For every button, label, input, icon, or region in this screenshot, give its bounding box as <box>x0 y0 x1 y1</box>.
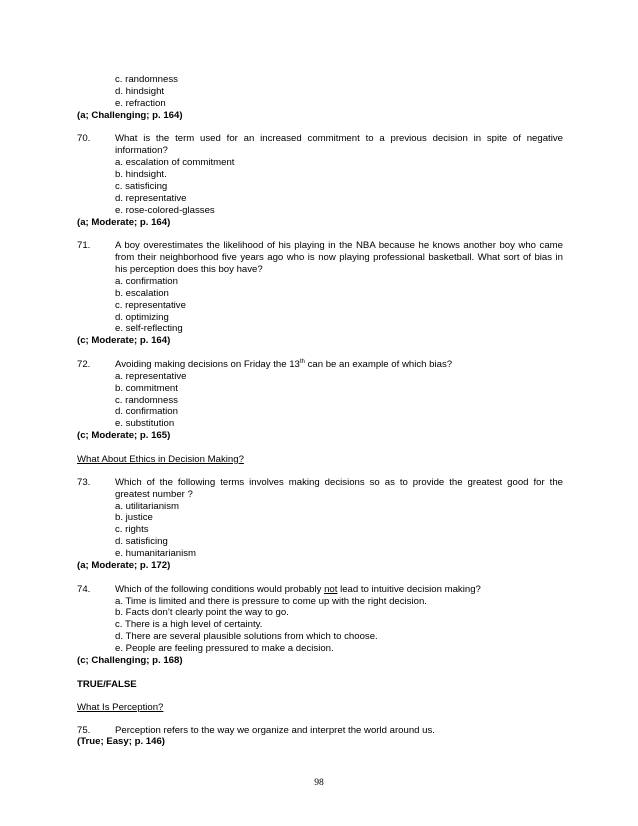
option: e. substitution <box>115 418 175 430</box>
option: c. randomness <box>115 74 178 85</box>
question-number: 72. <box>77 358 91 370</box>
option: c. rights <box>115 524 149 536</box>
option: e. rose-colored-glasses <box>115 204 215 216</box>
question-72 <box>77 359 563 443</box>
answer-key: (c; Challenging; p. 168) <box>77 655 183 667</box>
section-heading: TRUE/FALSE <box>77 678 137 690</box>
answer-key: (c; Moderate; p. 164) <box>77 335 171 347</box>
question-70 <box>77 133 563 229</box>
answer-key: (True; Easy; p. 146) <box>77 736 165 748</box>
option: b. Facts don’t clearly point the way to go. <box>115 607 289 619</box>
option: a. utilitarianism <box>115 500 179 512</box>
option: e. People are feeling pressured to make a decision. <box>115 643 334 655</box>
question-75 <box>77 725 563 749</box>
option: c. There is a high level of certainty. <box>115 619 263 631</box>
question-text: Which of the following terms involves making decisions so as to provide the greatest good for the greatest number ? <box>115 476 563 500</box>
answer-key: (a; Moderate; p. 172) <box>77 560 171 572</box>
question-74 <box>77 584 563 668</box>
carryover-options <box>77 74 563 110</box>
option: a. confirmation <box>115 275 178 287</box>
option: d. representative <box>115 192 187 204</box>
option: c. randomness <box>115 394 178 406</box>
section-heading: What Is Perception? <box>77 701 164 713</box>
option: a. escalation of commitment <box>115 157 235 169</box>
question-number: 71. <box>77 240 91 252</box>
question-number: 70. <box>77 133 91 145</box>
option: d. There are several plausible solutions from which to choose. <box>115 631 378 643</box>
answer-key: (a; Challenging; p. 164) <box>77 109 183 121</box>
option: b. commitment <box>115 382 178 394</box>
option: e. humanitarianism <box>115 548 197 560</box>
option: d. confirmation <box>115 406 178 418</box>
document-page <box>77 74 563 749</box>
option: b. justice <box>115 512 153 524</box>
question-text: A boy overestimates the likelihood of his playing in the NBA because he knows another boy who came from their neighborhood five years ago who is now playing professional basketball. What sort of bias in his perception does this boy have? <box>115 240 563 275</box>
section-heading: What About Ethics in Decision Making? <box>77 453 244 465</box>
option: b. hindsight. <box>115 168 167 180</box>
option: d. optimizing <box>115 311 169 323</box>
option: b. escalation <box>115 287 169 299</box>
question-text: Which of the following conditions would probably not lead to intuitive decision making? <box>115 583 481 595</box>
option: d. hindsight <box>115 85 165 97</box>
page-number: 98 <box>314 777 324 788</box>
option: a. Time is limited and there is pressure to come up with the right decision. <box>115 595 427 607</box>
question-text: Avoiding making decisions on Friday the 13th can be an example of which bias? <box>115 358 453 370</box>
question-71 <box>77 240 563 348</box>
answer-key: (a; Moderate; p. 164) <box>77 216 171 228</box>
question-73 <box>77 477 563 573</box>
option: e. refraction <box>115 97 166 109</box>
question-number: 75. <box>77 724 91 736</box>
answer-key: (c; Moderate; p. 165) <box>77 430 171 442</box>
option: e. self-reflecting <box>115 323 183 335</box>
option: c. satisficing <box>115 180 168 192</box>
question-text: Perception refers to the way we organize and interpret the world around us. <box>115 724 435 736</box>
option: c. representative <box>115 299 186 311</box>
question-number: 74. <box>77 583 91 595</box>
question-number: 73. <box>77 476 91 488</box>
option: d. satisficing <box>115 536 168 548</box>
question-text: What is the term used for an increased commitment to a previous decision in spite of negative information? <box>115 133 563 157</box>
option: a. representative <box>115 370 187 382</box>
